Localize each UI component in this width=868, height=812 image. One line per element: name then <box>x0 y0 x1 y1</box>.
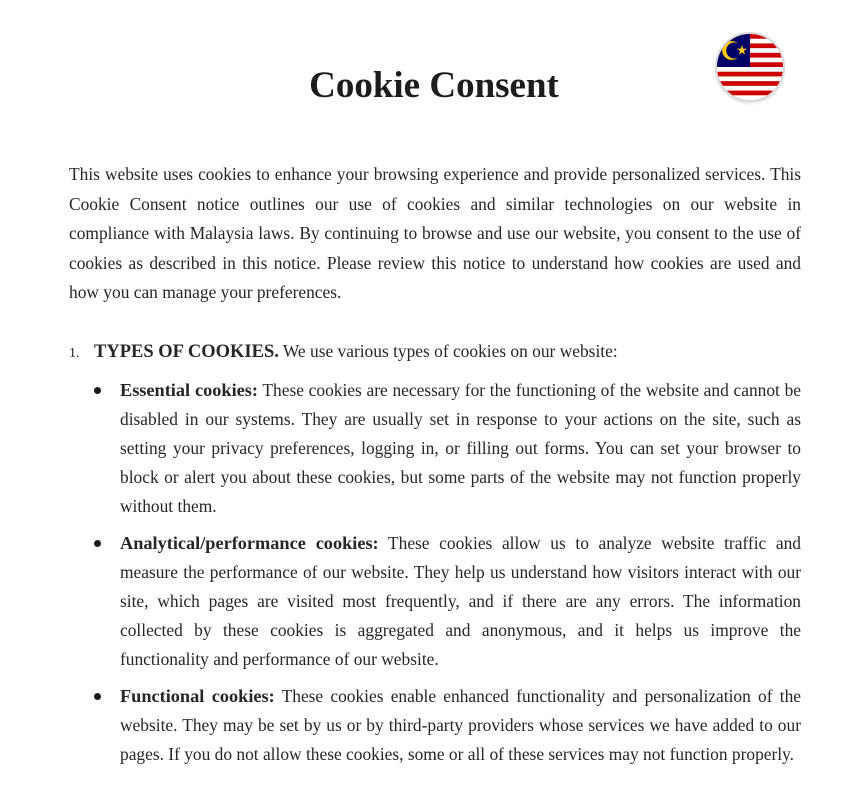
cookie-types-list <box>120 376 801 777</box>
list-item-essential-cookies <box>120 376 801 521</box>
list-item-text: These cookies allow us to analyze website traffic and measure the performance of our website. They help us understand how visitors interact with our site, which pages are visited most frequently, and if there are any errors. The information collected by these cookies is aggregated and anonymous, and it helps us improve the functionality and performance of our website. <box>120 533 802 669</box>
list-item-term: Functional cookies: <box>120 686 275 706</box>
bullet-icon <box>94 693 101 700</box>
bullet-icon <box>94 540 101 547</box>
list-item-text: These cookies are necessary for the functioning of the website and cannot be disabled in our systems. They are usually set in response to your actions on the site, such as setting your privacy preferences, logging in, or filling out forms. You can set your browser to block or alert you about these cookies, but some parts of the website may not function properly without them. <box>120 380 801 516</box>
list-item-text: These cookies enable enhanced functionality and personalization of the website. They may be set by us or by third-party providers whose services we have added to our pages. If you do not allow these cookies, some or all of these services may not function properly. <box>120 686 801 764</box>
list-item-functional-cookies <box>120 682 801 769</box>
bullet-icon <box>94 387 101 394</box>
page-title: Cookie Consent <box>309 65 559 106</box>
section-heading: TYPES OF COOKIES. <box>94 342 279 362</box>
section-text: We use various types of cookies on our website: <box>278 341 618 361</box>
section-number: 1. <box>69 346 80 361</box>
intro-paragraph: This website uses cookies to enhance your browsing experience and provide personalized services. This Cookie Consent notice outlines our use of cookies and similar technologies on our website in compliance with Malaysia laws. By continuing to browse and use our website, you consent to the use of cookies as described in this notice. Please review this notice to understand how cookies are used and how you can manage your preferences. <box>69 164 801 302</box>
list-item-term: Essential cookies: <box>120 380 258 400</box>
list-item-term: Analytical/performance cookies: <box>120 533 379 553</box>
section-types-of-cookies <box>69 337 801 368</box>
list-item-analytical-cookies <box>120 529 801 674</box>
